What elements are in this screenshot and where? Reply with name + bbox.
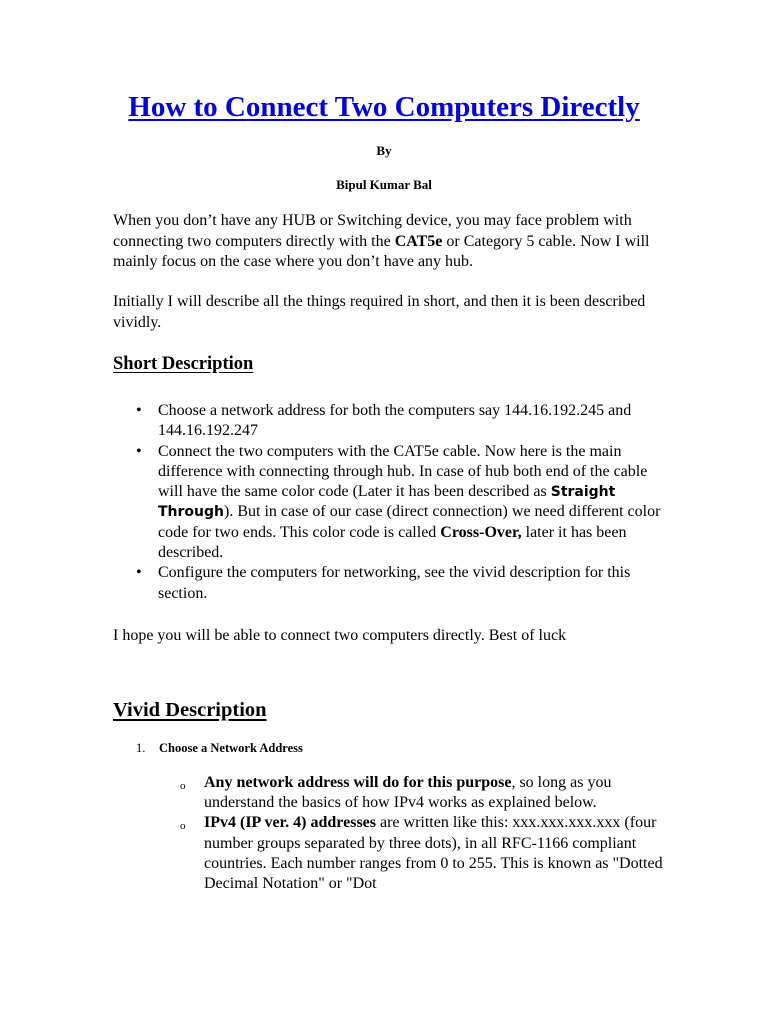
- short-item-2-text-c: ). But in case of our case (direct connection) we need different color code for two ends. This color code is called: [158, 503, 661, 541]
- byline-author: Bipul Kumar Bal: [336, 177, 432, 192]
- intro-1-cat5e: CAT5e: [394, 232, 443, 250]
- sub-item-2-bold: IPv4 (IP ver. 4) addresses: [204, 814, 376, 832]
- list-item: [113, 442, 673, 564]
- cross-over-term: Cross-Over,: [440, 523, 522, 541]
- sub-item-1-text: , so long as you understand the basics of how IPv4 works as explained below.: [204, 774, 612, 812]
- short-item-3-text: Configure the computers for networking, see the vivid description for this section.: [158, 564, 631, 602]
- vivid-item-number: 1.: [136, 741, 146, 755]
- vivid-item-1: [136, 741, 303, 756]
- bullet-icon: •: [136, 564, 142, 582]
- circle-bullet-icon: o: [180, 780, 186, 792]
- list-item: [180, 773, 680, 813]
- circle-bullet-icon: o: [180, 820, 186, 833]
- byline-by: By: [376, 143, 392, 158]
- straight-through-term: Straight Through: [158, 484, 616, 521]
- list-item: [113, 401, 673, 442]
- short-description-list: [113, 401, 673, 604]
- list-item: [113, 563, 673, 604]
- short-item-1-text: Choose a network address for both the computers say 144.16.192.245 and 144.16.192.247: [158, 402, 632, 440]
- short-description-heading: Short Description: [113, 354, 254, 374]
- intro-paragraph-2: Initially I will describe all the things required in short, and then it is been described vividly.: [113, 293, 646, 331]
- closing-paragraph: I hope you will be able to connect two computers directly. Best of luck: [113, 627, 567, 644]
- sub-item-1-bold: Any network address will do for this purpose: [204, 774, 512, 791]
- bullet-icon: •: [136, 442, 142, 460]
- intro-1-text-a: When you don’t have any HUB or Switching device, you may face problem with connecting two computers directly with the: [113, 212, 632, 250]
- sub-item-2-text: are written like this: xxx.xxx.xxx.xxx (four number groups separated by three dots), in all RFC-1166 compliant countries. Each number ranges from 0 to 255. This is known as "Dotted Decimal Notation" or "Dot: [204, 814, 663, 893]
- document-title: [0, 88, 768, 126]
- intro-1-text-c: or Category 5 cable. Now I will mainly focus on the case where you don’t have any hub.: [113, 232, 650, 270]
- vivid-item-title: Choose a Network Address: [159, 741, 303, 755]
- bullet-icon: •: [136, 402, 142, 419]
- vivid-sub-list: [180, 773, 680, 894]
- vivid-description-heading: Vivid Description: [113, 699, 267, 721]
- title-link[interactable]: How to Connect Two Computers Directly: [128, 91, 640, 123]
- short-item-2-text-e: later it has been described.: [158, 523, 627, 562]
- intro-paragraph-1: [113, 211, 673, 273]
- list-item: [180, 813, 680, 894]
- short-item-2-text-a: Connect the two computers with the CAT5e cable. Now here is the main difference with connecting through hub. In case of hub both end of the cable will have the same color code (Later it has been described as: [158, 442, 648, 501]
